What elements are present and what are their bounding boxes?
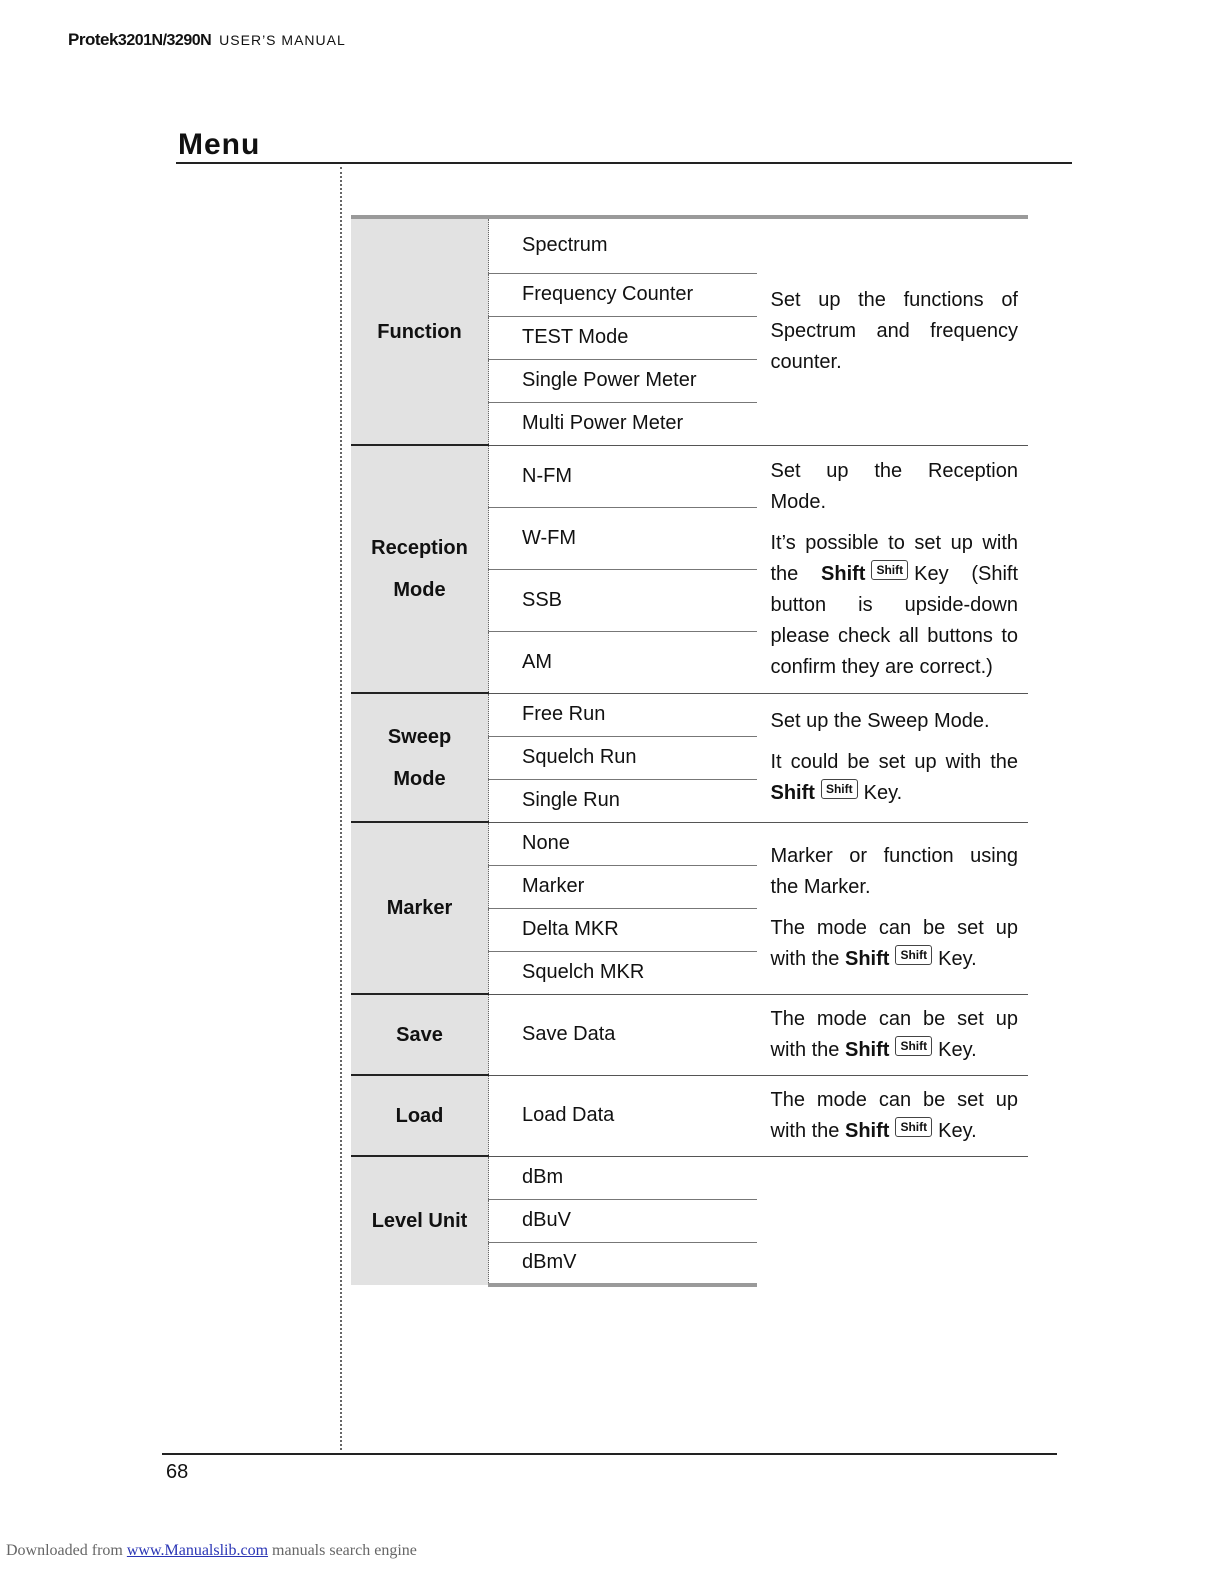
- menu-item-dbm: dBm: [489, 1156, 757, 1199]
- category-marker: Marker: [351, 822, 489, 994]
- description-reception: Set up the Reception Mode. It’s possible to set up with the Shift Shift Key (Shift button is upside-down please check all buttons to confirm they are correct.): [757, 445, 1029, 693]
- menu-item-marker: Marker: [489, 865, 757, 908]
- menu-item-frequency-counter: Frequency Counter: [489, 273, 757, 316]
- table-row: [351, 1075, 1028, 1156]
- menu-item-free-run: Free Run: [489, 693, 757, 736]
- menu-item-single-power-meter: Single Power Meter: [489, 359, 757, 402]
- table-row: [351, 822, 1028, 865]
- description-sweep: Set up the Sweep Mode. It could be set up with the Shift Shift Key.: [757, 693, 1029, 822]
- menu-item-squelch-mkr: Squelch MKR: [522, 961, 645, 983]
- description-function: Set up the functions of Spectrum and frequency counter.: [757, 217, 1029, 445]
- menu-item-save-data: Save Data: [489, 994, 757, 1075]
- shift-key-icon: Shift: [895, 1117, 932, 1137]
- shift-key-icon: Shift: [821, 779, 858, 799]
- page-number: 68: [166, 1461, 189, 1483]
- category-load: Load: [351, 1075, 489, 1156]
- menu-item-squelch-run: Squelch Run: [489, 736, 757, 779]
- description-level-empty: [757, 1156, 1029, 1285]
- description-marker: Marker or function using the Marker. The mode can be set up with the Shift Shift Key.: [757, 822, 1029, 994]
- menu-item-ssb: SSB: [489, 569, 757, 631]
- menu-item-delta-mkr: Delta MKR: [489, 908, 757, 951]
- shift-key-icon: Shift: [895, 945, 932, 965]
- table-row: [351, 693, 1028, 736]
- menu-item-spectrum: Spectrum: [489, 217, 757, 273]
- menu-item-multi-power-meter: Multi Power Meter: [522, 412, 684, 434]
- manualslib-link[interactable]: www.Manualslib.com: [126, 1542, 269, 1559]
- category-function: Function: [351, 217, 489, 445]
- menu-table: [351, 215, 1028, 1287]
- margin-dotted-line: [340, 167, 342, 1450]
- menu-item-dbuv: dBuV: [489, 1199, 757, 1242]
- menu-item-nfm: N-FM: [489, 445, 757, 507]
- description-load: The mode can be set up with the Shift Shift Key.: [757, 1075, 1029, 1156]
- description-save: The mode can be set up with the Shift Shift Key.: [757, 994, 1029, 1075]
- table-row: [351, 1156, 1028, 1199]
- model-number: 3201N/3290N: [117, 32, 212, 49]
- section-title: Menu: [178, 128, 261, 161]
- menu-item-test-mode: TEST Mode: [489, 316, 757, 359]
- table-row: [351, 445, 1028, 507]
- menu-item-load-data: Load Data: [489, 1075, 757, 1156]
- title-divider: [176, 162, 1072, 164]
- menu-item-am: AM: [522, 650, 552, 673]
- footer-divider: [162, 1453, 1057, 1455]
- category-sweep-mode: Sweep Mode: [351, 693, 489, 822]
- manual-subtitle: USER’S MANUAL: [219, 32, 346, 48]
- category-reception-mode: Reception Mode: [351, 445, 489, 693]
- category-level-unit: Level Unit: [351, 1156, 489, 1285]
- table-row: [351, 994, 1028, 1075]
- menu-item-dbmv: dBmV: [489, 1242, 757, 1285]
- menu-item-wfm: W-FM: [489, 507, 757, 569]
- category-save: Save: [351, 994, 489, 1075]
- menu-item-single-run: Single Run: [522, 789, 620, 811]
- download-footer: Downloaded from www.Manualslib.com manuals search engine: [6, 1542, 417, 1559]
- shift-key-icon: Shift: [871, 560, 908, 580]
- brand-name: Protek: [68, 30, 118, 49]
- menu-item-none: None: [489, 822, 757, 865]
- running-header: [68, 30, 346, 50]
- shift-key-icon: Shift: [895, 1036, 932, 1056]
- table-row: [351, 217, 1028, 273]
